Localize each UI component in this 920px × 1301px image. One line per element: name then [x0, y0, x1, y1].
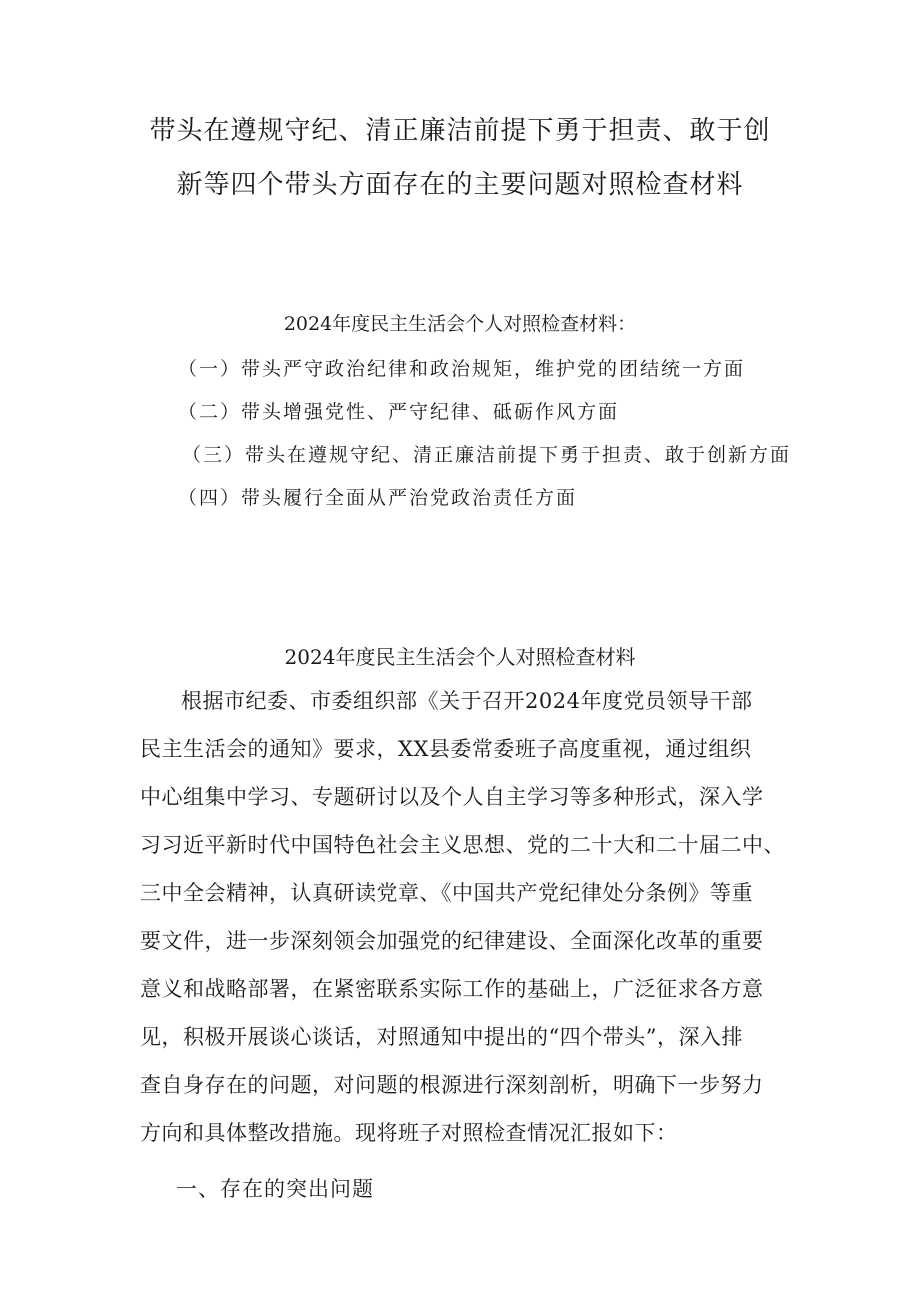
- paragraph-line: 习习近平新时代中国特色社会主义思想、党的二十大和二十届二中、: [140, 833, 785, 857]
- sub-heading: 一、存在的突出问题: [176, 1177, 374, 1201]
- paragraph-line: 民主生活会的通知》要求，XX县委常委班子高度重视，通过组织: [140, 737, 752, 761]
- toc-item: （一）带头严守政治纪律和政治规矩，维护党的团结统一方面: [178, 358, 746, 380]
- toc-item: （二）带头增强党性、严守纪律、砥砺作风方面: [178, 401, 620, 423]
- paragraph-line: 见，积极开展谈心谈话，对照通知中提出的“四个带头”，深入排: [140, 1025, 743, 1049]
- toc-item: （三）带头在遵规守纪、清正廉洁前提下勇于担责、敢于创新方面: [182, 444, 792, 466]
- paragraph-line: 根据市纪委、市委组织部《关于召开2024年度党员领导干部: [181, 689, 753, 713]
- paragraph-line: 要文件，进一步深刻领会加强党的纪律建设、全面深化改革的重要: [140, 929, 764, 953]
- toc-item: （四）带头履行全面从严治党政治责任方面: [178, 487, 578, 509]
- paragraph-line: 方向和具体整改措施。现将班子对照检查情况汇报如下：: [140, 1121, 678, 1145]
- section-title: 2024年度民主生活会个人对照检查材料: [284, 645, 636, 669]
- paragraph-line: 三中全会精神，认真研读党章、《中国共产党纪律处分条例》等重: [140, 881, 753, 905]
- paragraph-line: 意义和战略部署，在紧密联系实际工作的基础上，广泛征求各方意: [140, 977, 764, 1001]
- toc-heading: 2024年度民主生活会个人对照检查材料：: [283, 313, 637, 335]
- paragraph-line: 中心组集中学习、专题研讨以及个人自主学习等多种形式，深入学: [140, 785, 764, 809]
- paragraph-line: 查自身存在的问题，对问题的根源进行深刻剖析，明确下一步努力: [140, 1073, 764, 1097]
- document-title-line-2: 新等四个带头方面存在的主要问题对照检查材料: [176, 170, 744, 200]
- body-paragraph: [140, 684, 805, 1164]
- document-title-line-1: 带头在遵规守纪、清正廉洁前提下勇于担责、敢于创: [149, 116, 771, 146]
